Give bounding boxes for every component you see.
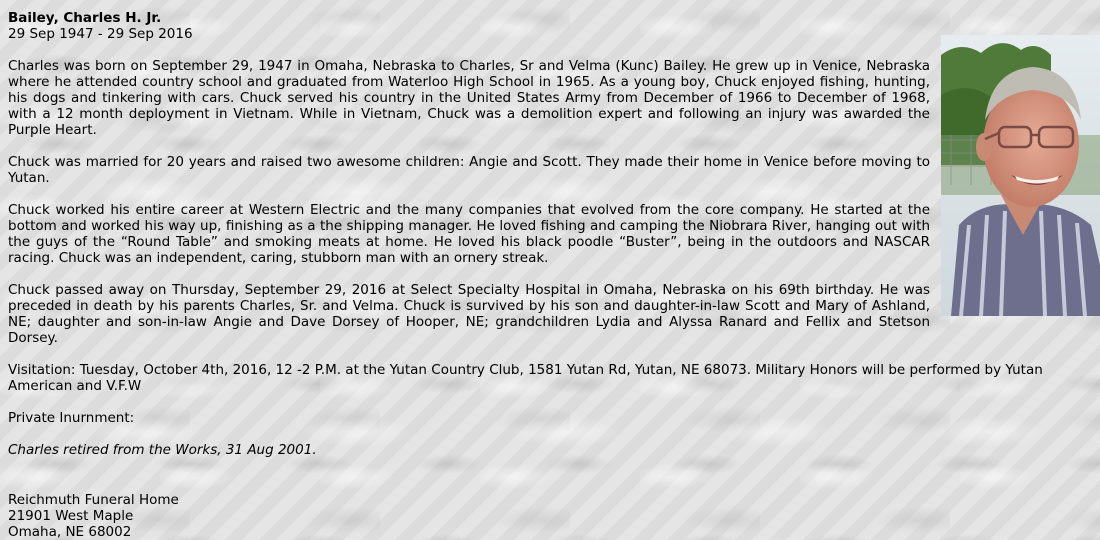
visitation-text: Visitation: Tuesday, October 4th, 2016, 12 -2 P.M. at the Yutan Country Club, 1581 Yutan Rd, Yutan, NE 68073. Military Honors will be performed by Yutan American and V.F.W xyxy=(8,362,1043,394)
obituary-paragraph-death: Chuck passed away on Thursday, September 29, 2016 at Select Specialty Hospital in Omaha, Nebraska on his 69th birthday. He was preceded in death by his parents Charles, Sr. and Velma. Chuck is survived by his son and daughter-in-law Scott and Mary of Ashland, NE; daughter and son-in-law Angie and Dave Dorsey of Hooper, NE; grandchildren Lydia and Alyssa Ranard and Fellix and Stetson Dorsey. xyxy=(8,282,930,346)
obituary-page xyxy=(8,10,1100,540)
person-name: Bailey, Charles H. Jr. xyxy=(8,10,162,26)
funeral-home-city: Omaha, NE 68002 xyxy=(8,524,132,540)
spacer xyxy=(8,474,1100,492)
portrait-photo-icon xyxy=(941,35,1100,316)
obituary-paragraph-family: Chuck was married for 20 years and raised two awesome children: Angie and Scott. They made their home in Venice before moving to Yutan. xyxy=(8,154,930,186)
funeral-home-name: Reichmuth Funeral Home xyxy=(8,492,179,508)
funeral-home-street: 21901 West Maple xyxy=(8,508,134,524)
inurnment-text: Private Inurnment: xyxy=(8,410,135,426)
retired-note: Charles retired from the Works, 31 Aug 2001. xyxy=(8,442,317,458)
obituary-paragraph-career: Chuck worked his entire career at Western Electric and the many companies that evolved from the core company. He started at the bottom and worked his way up, finishing as a the shipping manager. He loved fishing and camping the Niobrara River, hanging out with the guys of the “Round Table” and smoking meats at home. He loved his black poodle “Buster”, being in the outdoors and NASCAR racing. Chuck was an independent, caring, stubborn man with an ornery streak. xyxy=(8,202,930,266)
obituary-paragraph-birth: Charles was born on September 29, 1947 in Omaha, Nebraska to Charles, Sr and Velma (Kunc) Bailey. He grew up in Venice, Nebraska where he attended country school and graduated from Waterloo High School in 1965. As a young boy, Chuck enjoyed fishing, hunting, his dogs and tinkering with cars. Chuck served his country in the United States Army from December of 1966 to December of 1968, with a 12 month deployment in Vietnam. While in Vietnam, Chuck was a demolition expert and following an injury was awarded the Purple Heart. xyxy=(8,58,930,138)
funeral-home-address xyxy=(8,492,1100,540)
portrait-photo xyxy=(941,35,1100,316)
life-dates: 29 Sep 1947 - 29 Sep 2016 xyxy=(8,26,193,42)
